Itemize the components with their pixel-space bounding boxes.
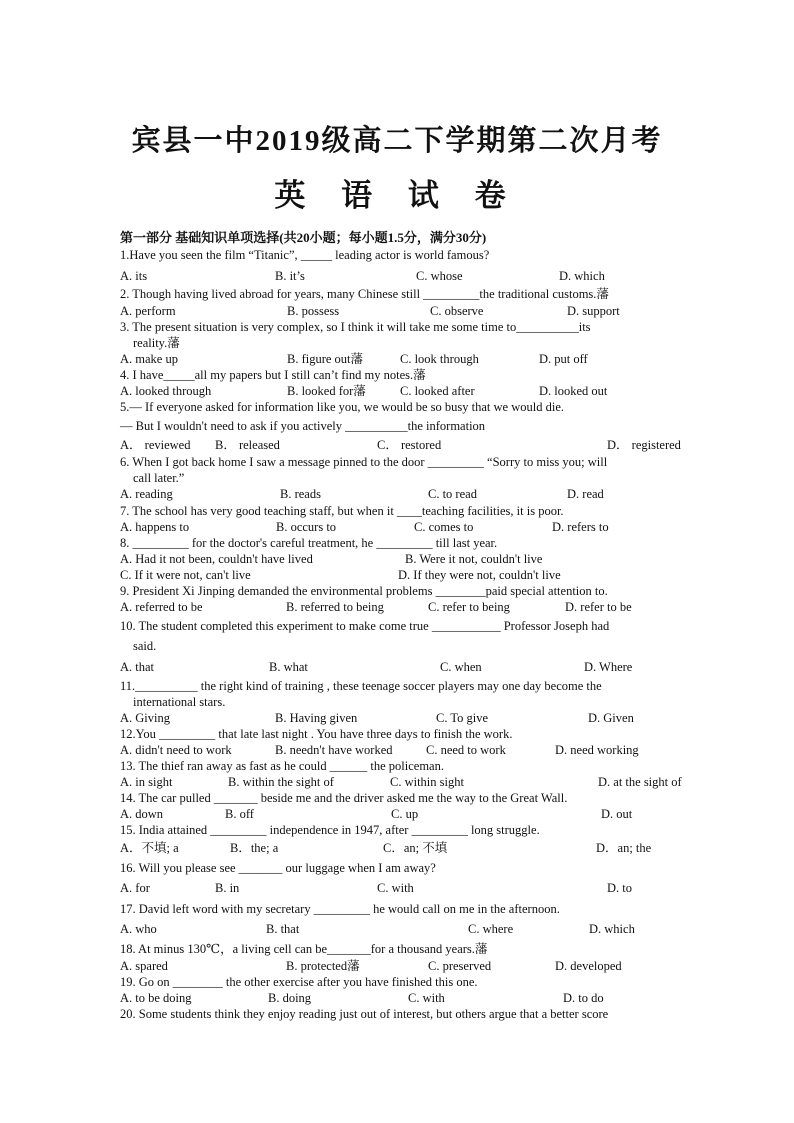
answer-option: A. for xyxy=(120,881,150,895)
answer-option: B. what xyxy=(269,660,308,674)
answer-option: B. in xyxy=(215,881,240,895)
exam-title: 宾县一中2019级高二下学期第二次月考 xyxy=(131,125,663,157)
question-text: 10. The student completed this experiment to make come true ___________ Professor Joseph had xyxy=(120,619,610,633)
answer-option: C. To give xyxy=(436,711,489,725)
section-heading: 第一部分 基础知识单项选择(共20小题；每小题1.5分，满分30分) xyxy=(120,230,487,245)
answer-option: A. spared xyxy=(120,959,168,973)
answer-option: A. make up xyxy=(120,352,178,366)
answer-option: D. Where xyxy=(584,660,633,674)
answer-option: C. within sight xyxy=(390,775,464,789)
answer-option: C. need to work xyxy=(426,743,506,757)
answer-option: C. observe xyxy=(430,304,484,318)
answer-option: C. where xyxy=(468,922,514,936)
answer-option: D. at the sight of xyxy=(598,775,682,789)
answer-option: D．an; the xyxy=(596,841,652,855)
answer-option: A. who xyxy=(120,922,157,936)
question-text: 13. The thief ran away as fast as he could ______ the policeman. xyxy=(120,759,444,773)
answer-option: C. comes to xyxy=(414,520,474,534)
question-text: 16. Will you please see _______ our luggage when I am away? xyxy=(120,861,436,875)
question-text: international stars. xyxy=(133,695,226,709)
question-text: 5.— If everyone asked for information like you, we would be so busy that we would die. xyxy=(120,400,564,414)
answer-option: B. doing xyxy=(268,991,312,1005)
answer-option: B．the; a xyxy=(230,841,279,855)
answer-option: B. Having given xyxy=(275,711,358,725)
answer-option: D. read xyxy=(567,487,604,501)
answer-option: D. looked out xyxy=(539,384,608,398)
answer-option: B. needn't have worked xyxy=(275,743,393,757)
question-text: 9. President Xi Jinping demanded the environmental problems ________paid special attention to. xyxy=(120,584,608,598)
answer-option: A. referred to be xyxy=(120,600,203,614)
question-text: reality.藩 xyxy=(133,336,180,350)
answer-option: A. didn't need to work xyxy=(120,743,232,757)
answer-option: B. that xyxy=(266,922,300,936)
answer-option: D. to do xyxy=(563,991,604,1005)
answer-option: B. protected藩 xyxy=(286,959,360,973)
answer-option: A. to be doing xyxy=(120,991,192,1005)
question-text: — But I wouldn't need to ask if you actively __________the information xyxy=(120,419,486,433)
question-text: 2. Though having lived abroad for years, many Chinese still _________the traditional customs.藩 xyxy=(120,287,609,301)
answer-option: A. reading xyxy=(120,487,173,501)
answer-option: B. occurs to xyxy=(276,520,337,534)
answer-option: B. within the sight of xyxy=(228,775,334,789)
question-text: 1.Have you seen the film “Titanic”, _____ leading actor is world famous? xyxy=(120,248,490,262)
answer-option: A．不填; a xyxy=(120,841,179,855)
answer-option: D. put off xyxy=(539,352,588,366)
answer-option: B. referred to being xyxy=(286,600,384,614)
answer-option: D. out xyxy=(601,807,633,821)
question-text: 14. The car pulled _______ beside me and the driver asked me the way to the Great Wall. xyxy=(120,791,568,805)
answer-option: C. looked after xyxy=(400,384,475,398)
question-text: call later.” xyxy=(133,471,185,485)
answer-option: A. that xyxy=(120,660,155,674)
answer-option: C. look through xyxy=(400,352,479,366)
answer-option: C. to read xyxy=(428,487,477,501)
question-text: 8. _________ for the doctor's careful treatment, he _________ till last year. xyxy=(120,536,498,550)
answer-option: C. up xyxy=(391,807,419,821)
question-text: 18. At minus 130℃，a living cell can be_______for a thousand years.藩 xyxy=(120,942,488,956)
answer-option: C. preserved xyxy=(428,959,492,973)
answer-option: C. If it were not, can't live xyxy=(120,568,251,582)
question-text: 17. David left word with my secretary _________ he would call on me in the afternoon. xyxy=(120,902,560,916)
question-text: 6. When I got back home I saw a message pinned to the door _________ “Sorry to miss you; will xyxy=(120,455,608,469)
answer-option: B. off xyxy=(225,807,254,821)
answer-option: D. to xyxy=(607,881,632,895)
answer-option: D. which xyxy=(589,922,635,936)
answer-option: A. down xyxy=(120,807,164,821)
answer-option: C. with xyxy=(377,881,414,895)
answer-option: C． restored xyxy=(377,438,442,452)
answer-option: A. perform xyxy=(120,304,176,318)
question-text: said. xyxy=(133,639,157,653)
answer-option: A. Had it not been, couldn't have lived xyxy=(120,552,313,566)
answer-option: B. possess xyxy=(287,304,340,318)
answer-option: A． reviewed xyxy=(120,438,191,452)
answer-option: A. Giving xyxy=(120,711,170,725)
answer-option: D. need working xyxy=(555,743,639,757)
answer-option: B. figure out藩 xyxy=(287,352,364,366)
answer-option: D. which xyxy=(559,269,605,283)
answer-option: D. refers to xyxy=(552,520,609,534)
answer-option: B． released xyxy=(215,438,280,452)
question-text: 3. The present situation is very complex, so I think it will take me some time to__________its xyxy=(120,320,591,334)
answer-option: C. with xyxy=(408,991,445,1005)
question-text: 4. I have_____all my papers but I still can’t find my notes.藩 xyxy=(120,368,426,382)
answer-option: D. support xyxy=(567,304,620,318)
answer-option: B. looked for藩 xyxy=(287,384,366,398)
question-text: 12.You _________ that late last night . You have three days to finish the work. xyxy=(120,727,513,741)
answer-option: B. reads xyxy=(280,487,321,501)
answer-option: C. when xyxy=(440,660,482,674)
answer-option: D. developed xyxy=(555,959,622,973)
answer-option: A. happens to xyxy=(120,520,190,534)
question-text: 11.__________ the right kind of training , these teenage soccer players may one day become the xyxy=(120,679,602,693)
answer-option: D. refer to be xyxy=(565,600,632,614)
answer-option: C. refer to being xyxy=(428,600,510,614)
exam-subtitle: 英 语 试 卷 xyxy=(274,178,520,213)
answer-option: B. it’s xyxy=(275,269,305,283)
question-text: 7. The school has very good teaching staff, but when it ____teaching facilities, it is poor. xyxy=(120,504,564,518)
answer-option: C．an; 不填 xyxy=(383,841,448,855)
answer-option: D. If they were not, couldn't live xyxy=(398,568,561,582)
answer-option: A. looked through xyxy=(120,384,212,398)
answer-option: C. whose xyxy=(416,269,463,283)
question-text: 15. India attained _________ independence in 1947, after _________ long struggle. xyxy=(120,823,540,837)
answer-option: B. Were it not, couldn't live xyxy=(405,552,543,566)
answer-option: A. in sight xyxy=(120,775,173,789)
question-text: 19. Go on ________ the other exercise after you have finished this one. xyxy=(120,975,478,989)
question-text: 20. Some students think they enjoy reading just out of interest, but others argue that a better score xyxy=(120,1007,609,1021)
answer-option: D． registered xyxy=(607,438,681,452)
answer-option: D. Given xyxy=(588,711,634,725)
answer-option: A. its xyxy=(120,269,148,283)
